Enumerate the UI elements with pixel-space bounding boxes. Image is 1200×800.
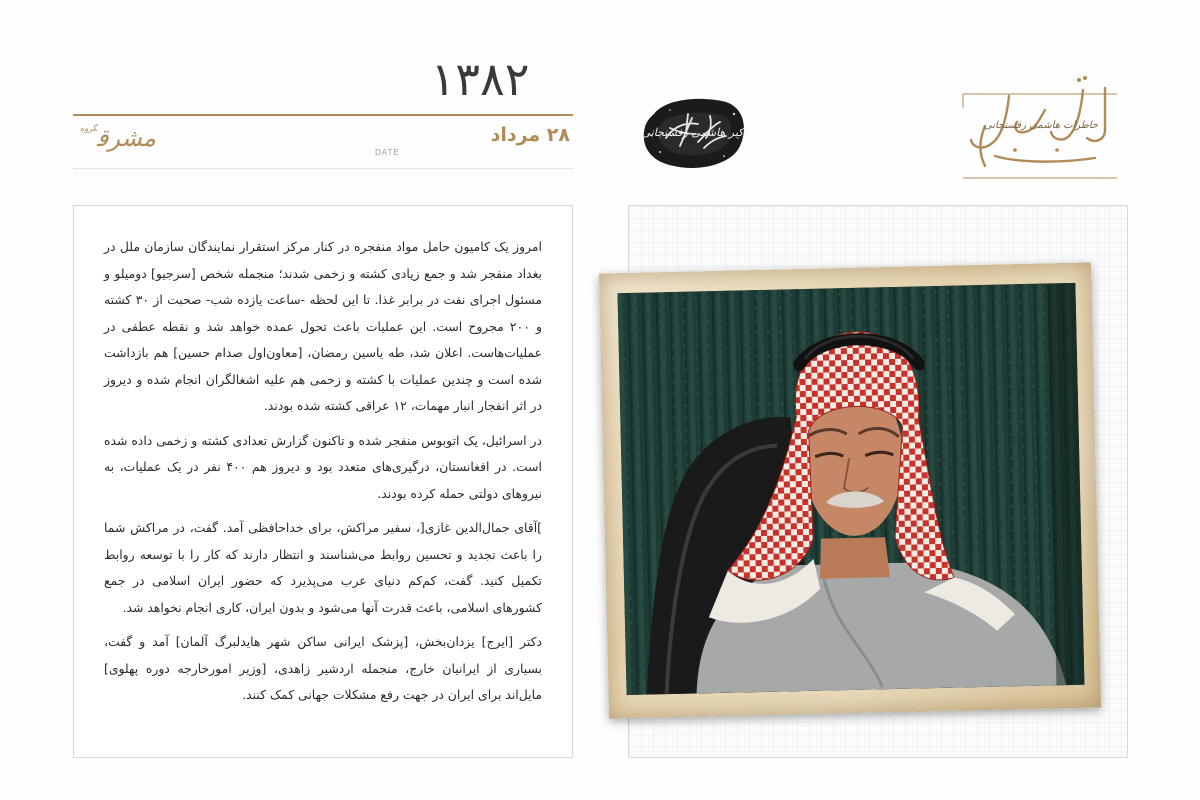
date-text: ۲۸ مرداد — [490, 124, 570, 146]
title-logo-text: خاطرات هاشمی رفسنجانی — [983, 120, 1099, 131]
calligraphy-seal — [640, 92, 748, 172]
article-paragraph-2: در اسرائیل، یک اتوبوس منفجر شده و تاکنون گزارش تعدادی کشته و زخمی داده شده است. در افغانستان، درگیری‌های متعدد بود و دیروز هم ۴۰۰ نفر در یک عملیات، به نیروهای دولتی حمله کرده بودند. — [104, 432, 542, 501]
year-heading: ۱۳۸۲ — [430, 52, 530, 106]
vintage-photo-frame — [599, 262, 1101, 718]
seal-text: اکبر هاشمی رفسنجانی — [641, 126, 747, 139]
article-paragraph-4: دکتر [ایرج] یزدان‌بخش، [پزشک ایرانی ساکن شهر هایدلبرگ آلمان] آمد و گفت، بسیاری از ایرانیان خارج، منجمله اردشیر زاهدی، [وزیر امورخارجه دوره پهلوی] مایل‌اند برای ایران در جهت رفع مشکلات جهانی کمک کنند. — [104, 634, 542, 702]
publisher-logo-text: مشرق — [96, 124, 156, 152]
article-paragraph-3: ]آقای جمال‌الدین غازی[، سفیر مراکش، برای خداحافظی آمد. گفت، در مراکش شما را باعث تجدید و تحسین روابط می‌شناسند و انتظار دارند که کار را با توسعه روابط تکمیل کنید. گفت، کم‌کم دنیای عرب می‌پذیرد که حضور ایران اسلامی در جمع کشورهای اسلامی، باعث قدرت آنها می‌شود و بدون ایران، کاری انجام نخواهد شد. — [104, 520, 542, 615]
date-dotted-line — [73, 168, 573, 169]
article-body — [104, 234, 542, 717]
publisher-logo — [78, 124, 156, 152]
portrait-photo — [617, 283, 1084, 695]
article-paragraph-1: امروز یک کامیون حامل مواد منفجره در کنار مرکز استقرار نمایندگان سازمان ملل در بغداد منفجر شد و جمع زیادی کشته و زخمی شدند؛ منجمله شخص [سرجیو] دوميلو و مسئول اجرای نفت در برابر غذا. تا این لحظه -ساعت یازده شب- صحبت از ۳۰ کشته و ۲۰۰ مجروح است. این عملیات باعث تحول عمده خواهد شد و نقطه عطفی در عملیات‌هاست. اعلان شد، طه یاسین رمضان، [معاون‌اول صدام حسین] هم بازداشت شده است و چندین عملیات با کشته و زخمی هم علیه اشغالگران انجام شده و دیروز در اثر انفجار انبار مهمات، ۱۲ عراقی کشته شده بودند. — [104, 239, 542, 413]
date-label: DATE — [375, 148, 400, 157]
article-card — [73, 205, 573, 758]
publisher-logo-small: گروه — [80, 124, 97, 133]
header-divider — [73, 114, 573, 116]
memoirs-title-logo — [955, 70, 1120, 182]
